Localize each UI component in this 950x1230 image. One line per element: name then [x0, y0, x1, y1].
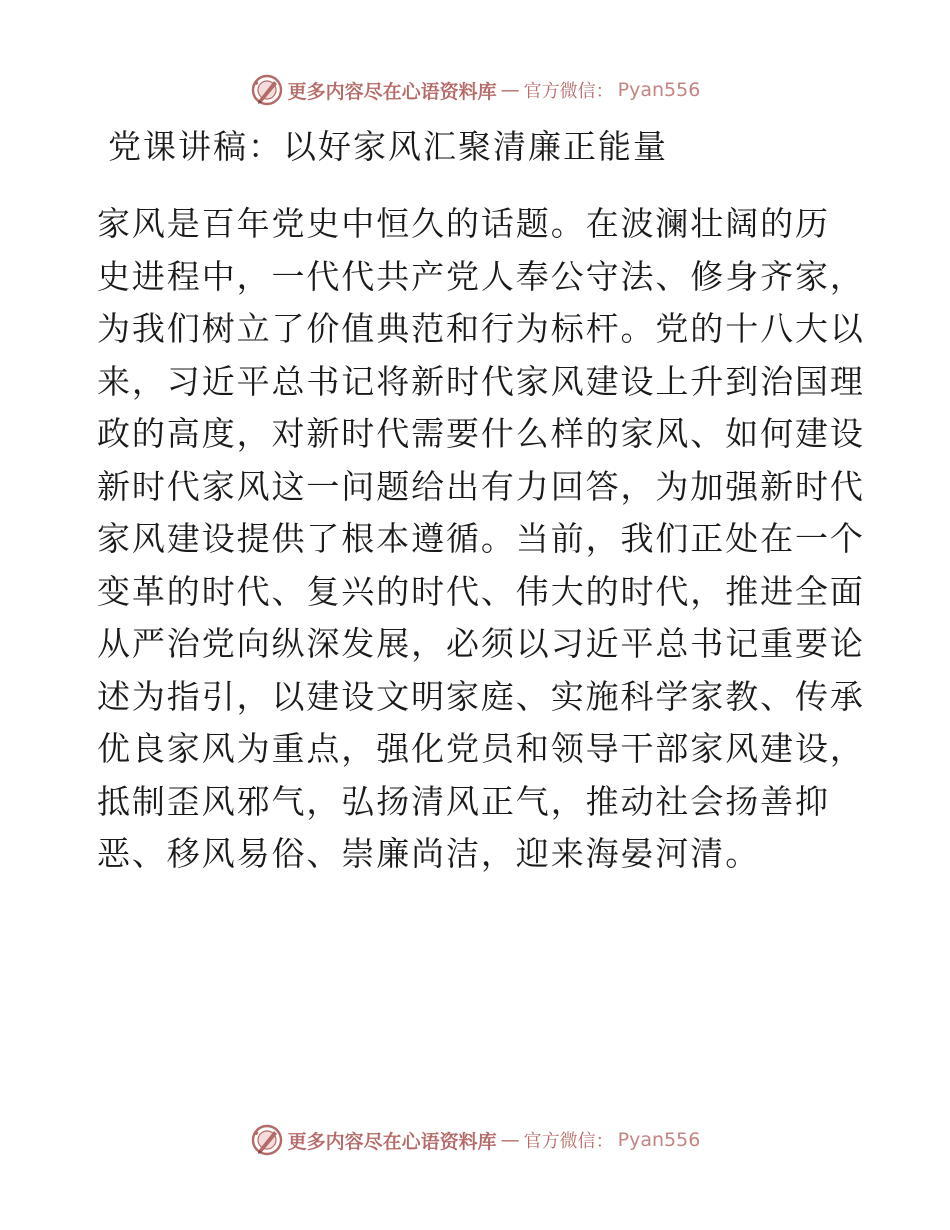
body-line: 政的高度，对新时代需要什么样的家风、如何建设 [97, 414, 865, 453]
watermark-label: 官方微信： [523, 1131, 614, 1152]
body-line: 从严治党向纵深发展，必须以习近平总书记重要论 [97, 624, 865, 663]
body-line: 家风是百年党史中恒久的话题。在波澜壮阔的历 [97, 204, 830, 243]
body-line: 变革的时代、复兴的时代、伟大的时代，推进全面 [97, 571, 865, 611]
footer-watermark [0, 1120, 950, 1160]
footer-watermark-content [250, 1123, 701, 1157]
body-line: 恶、移风易俗、崇廉尚洁，迎来海晏河清。 [97, 834, 761, 873]
pen-logo-icon [250, 1123, 284, 1157]
pen-logo-icon [250, 73, 284, 107]
document-body [97, 198, 865, 881]
watermark-text: 更多内容尽在心语资料库 [287, 1130, 497, 1153]
watermark-text: 更多内容尽在心语资料库 [287, 80, 497, 103]
header-watermark [0, 70, 950, 110]
body-line: 述为指引，以建设文明家庭、实施科学家教、传承 [97, 676, 865, 716]
body-line: 来，习近平总书记将新时代家风建设上升到治国理 [97, 361, 865, 401]
watermark-dash: — [500, 1129, 520, 1151]
header-watermark-content [250, 73, 701, 107]
document-title: 党课讲稿：以好家风汇聚清廉正能量 [108, 127, 668, 166]
body-line: 家风建设提供了根本遵循。当前，我们正处在一个 [97, 519, 865, 558]
watermark-id: Pyan556 [617, 1129, 701, 1151]
body-line: 优良家风为重点，强化党员和领导干部家风建设， [97, 729, 865, 768]
watermark-dash: — [500, 79, 520, 101]
body-line: 抵制歪风邪气，弘扬清风正气，推动社会扬善抑 [97, 781, 830, 821]
body-line: 史进程中，一代代共产党人奉公守法、修身齐家， [97, 256, 865, 296]
watermark-label: 官方微信： [523, 81, 614, 102]
watermark-id: Pyan556 [617, 79, 701, 101]
body-line: 为我们树立了价值典范和行为标杆。党的十八大以 [97, 309, 865, 348]
body-line: 新时代家风这一问题给出有力回答，为加强新时代 [97, 466, 865, 506]
